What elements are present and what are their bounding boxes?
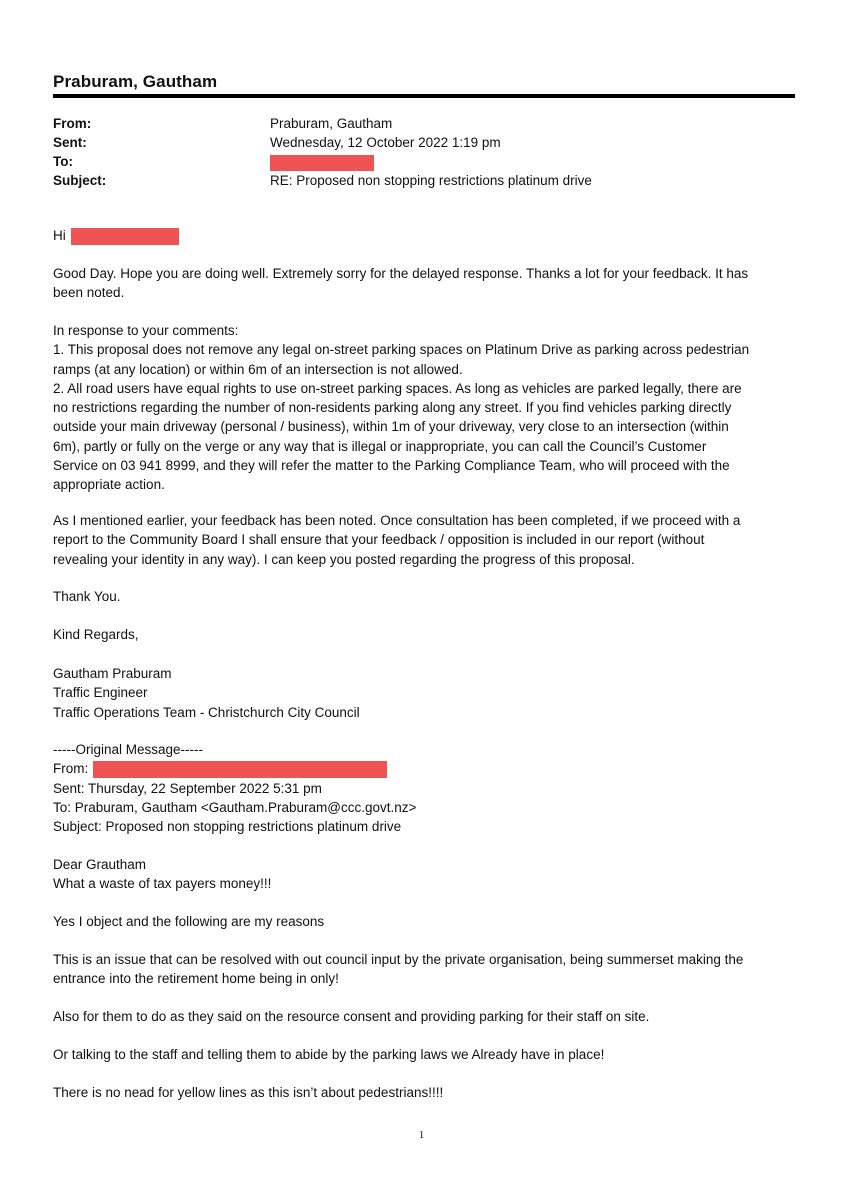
thank-you: Thank You. — [53, 589, 121, 604]
reply-salutation: Dear Grautham — [53, 857, 147, 872]
text-line: 1. This proposal does not remove any legal on-street parking spaces on Platinum Drive as parking across pedestrian — [53, 342, 750, 358]
signature-role: Traffic Engineer — [53, 685, 148, 701]
text-line: As I mentioned earlier, your feedback has been noted. Once consultation has been completed, if we proceed with a — [53, 513, 741, 528]
header-subject-row — [53, 171, 795, 190]
subject-label: Subject: — [53, 173, 107, 188]
text-line: been noted. — [53, 285, 125, 301]
page-number: 1 — [418, 1129, 425, 1141]
redacted-recipient — [270, 155, 374, 171]
paragraph-1 — [53, 264, 793, 303]
original-message-header — [53, 740, 793, 836]
text-line: ramps (at any location) or within 6m of an intersection is not allowed. — [53, 361, 463, 377]
text-line: 2. All road users have equal rights to use on-street parking spaces. As long as vehicles are parked legally, there are — [53, 380, 742, 396]
title-rule — [53, 94, 795, 98]
text-line: 6m), partly or fully on the verge or any way that is illegal or inappropriate, you can call the Council’s Customer — [53, 438, 707, 454]
greeting-text: Hi — [53, 228, 66, 243]
paragraph-2 — [53, 321, 793, 495]
header-from-row — [53, 114, 795, 133]
to-value-slot — [270, 152, 374, 171]
document-title: Praburam, Gautham — [53, 72, 218, 91]
original-sent: Sent: Thursday, 22 September 2022 5:31 pm — [53, 780, 322, 796]
text-line: Service on 03 941 8999, and they will refer the matter to the Parking Compliance Team, who will proceed with the — [53, 458, 730, 474]
greeting — [53, 226, 793, 245]
sent-label: Sent: — [53, 135, 87, 150]
text-line: no restrictions regarding the number of non-residents parking along any street. If you find vehicles parking directly — [53, 400, 732, 416]
from-value: Praburam, Gautham — [270, 116, 393, 131]
redacted-greeting-name — [71, 228, 179, 245]
signature-name: Gautham Praburam — [53, 666, 172, 681]
text-line: In response to your comments: — [53, 323, 239, 338]
paragraph-3 — [53, 511, 793, 569]
header-to-row — [53, 152, 795, 171]
reply-line: What a waste of tax payers money!!! — [53, 876, 272, 892]
signature-block — [53, 664, 793, 722]
reply-reason-1 — [53, 950, 793, 989]
original-to: To: Praburam, Gautham <Gautham.Praburam@ccc.govt.nz> — [53, 799, 417, 815]
signature-team: Traffic Operations Team - Christchurch City Council — [53, 704, 360, 720]
redacted-sender — [93, 761, 387, 778]
original-from-label: From: — [53, 761, 89, 777]
text-line: Good Day. Hope you are doing well. Extremely sorry for the delayed response. Thanks a lot for your feedback. It has — [53, 266, 749, 281]
text-line: revealing your identity in any way). I can keep you posted regarding the progress of this proposal. — [53, 551, 635, 567]
original-separator: -----Original Message----- — [53, 742, 204, 757]
reply-object: Yes I object and the following are my reasons — [53, 914, 325, 929]
original-from-line — [53, 759, 793, 778]
header-sent-row — [53, 133, 795, 152]
sent-value: Wednesday, 12 October 2022 1:19 pm — [270, 135, 501, 150]
reply-reason-4: There is no nead for yellow lines as this isn’t about pedestrians!!!! — [53, 1085, 444, 1100]
reply-opening — [53, 855, 793, 894]
reply-reason-3: Or talking to the staff and telling them to abide by the parking laws we Already have in place! — [53, 1047, 605, 1062]
subject-value: RE: Proposed non stopping restrictions platinum drive — [270, 173, 592, 188]
text-line: outside your main driveway (personal / business), within 1m of your driveway, very close to an intersection (within — [53, 419, 729, 435]
from-label: From: — [53, 116, 92, 131]
text-line: entrance into the retirement home being in only! — [53, 971, 339, 987]
kind-regards: Kind Regards, — [53, 627, 139, 642]
text-line: report to the Community Board I shall ensure that your feedback / opposition is included in our report (without — [53, 532, 705, 548]
text-line: appropriate action. — [53, 477, 165, 493]
reply-reason-2: Also for them to do as they said on the resource consent and providing parking for their staff on site. — [53, 1009, 650, 1024]
original-subject: Subject: Proposed non stopping restrictions platinum drive — [53, 819, 402, 835]
to-label: To: — [53, 154, 73, 169]
text-line: This is an issue that can be resolved with out council input by the private organisation, being summerset making the — [53, 952, 744, 967]
